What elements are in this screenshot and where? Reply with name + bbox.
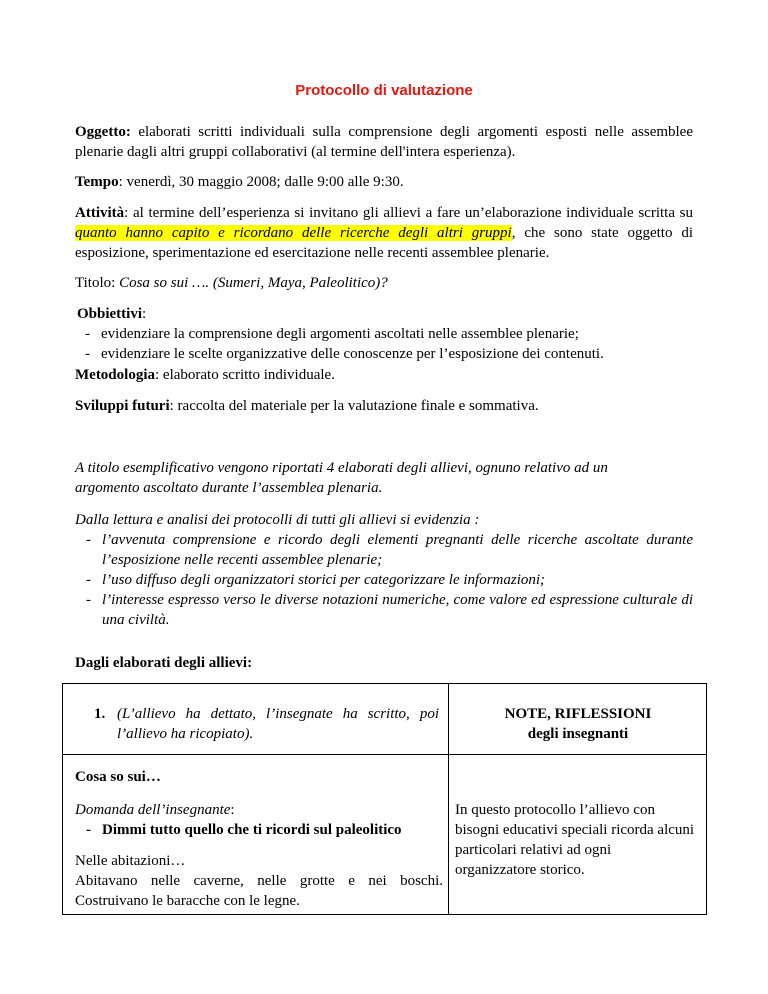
- abitazioni-line1: Nelle abitazioni…: [75, 853, 186, 869]
- obbiettivi-label: Obbiettivi: [77, 306, 143, 322]
- attivita-text-before: : al termine dell’esperienza si invitano gli allievi a fare un’elaborazione individuale scritta su: [124, 205, 693, 221]
- attivita-paragraph: [75, 203, 693, 263]
- metodologia-label: Metodologia: [75, 367, 155, 383]
- sviluppi-paragraph: [75, 396, 693, 416]
- obbiettivi-section: [77, 304, 695, 364]
- sviluppi-label: Sviluppi futuri: [75, 398, 170, 414]
- list-item: - evidenziare le scelte organizzative delle conoscenze per l’esposizione dei contenuti.: [85, 344, 695, 364]
- obbiettivi-colon: :: [142, 306, 147, 322]
- abitazioni-line2: Abitavano nelle caverne, nelle grotte e nei boschi. Costruivano le baracche con le legne.: [75, 873, 443, 909]
- obbiettivi-list: [85, 324, 695, 364]
- cosa-so-heading: [75, 767, 161, 787]
- analysis-list: [86, 530, 693, 630]
- domanda-label: Domanda dell’insegnante: [75, 802, 231, 818]
- analysis-lead: Dalla lettura e analisi dei protocolli di tutti gli allievi si evidenzia :: [75, 512, 480, 528]
- item-number: 1.: [94, 706, 106, 722]
- titolo-text: Cosa so sui …. (Sumeri, Maya, Paleolitico)?: [119, 275, 388, 291]
- notes-header: [449, 704, 707, 744]
- domanda-colon: :: [230, 802, 235, 818]
- titolo-paragraph: [75, 273, 693, 293]
- table-item-header: [94, 704, 439, 744]
- teacher-note: In questo protocollo l’allievo con bisogni educativi speciali ricorda alcuni particolari relativi ad ogni organizzatore storico.: [455, 802, 695, 878]
- list-item: - l’uso diffuso degli organizzatori storici per categorizzare le informazioni;: [86, 570, 693, 590]
- section-heading-text: Dagli elaborati degli allievi:: [75, 655, 253, 671]
- cosa-so-text: Cosa so sui…: [75, 769, 161, 785]
- metodologia-text: : elaborato scritto individuale.: [155, 367, 335, 383]
- metodologia-paragraph: [75, 365, 693, 385]
- abitazioni-block: [75, 851, 443, 911]
- sviluppi-text: : raccolta del materiale per la valutazione finale e sommativa.: [169, 398, 539, 414]
- oggetto-text: elaborati scritti individuali sulla comprensione degli argomenti esposti nelle assemblee plenarie dagli altri gruppi collaborativi (al termine dell'intera esperienza).: [75, 124, 693, 160]
- oggetto-label: Oggetto:: [75, 124, 131, 140]
- table-row-divider: [62, 754, 707, 755]
- analysis-section: [75, 510, 693, 630]
- list-item: - Dimmi tutto quello che ti ricordi sul paleolitico: [86, 820, 440, 840]
- attivita-text-after: , che sono state oggetto di esposizione, sperimentazione ed esercitazione nelle recenti assemblee plenarie.: [75, 225, 693, 261]
- attivita-highlight: quanto hanno capito e ricordano delle ricerche degli altri gruppi: [75, 225, 512, 241]
- item-note: (L’allievo ha dettato, l’insegnate ha scritto, poi l’allievo ha ricopiato).: [117, 706, 439, 742]
- attivita-label: Attività: [75, 205, 125, 221]
- tempo-label: Tempo: [75, 174, 119, 190]
- domanda-block: [75, 800, 440, 840]
- list-item: - evidenziare la comprensione degli argomenti ascoltati nelle assemblee plenarie;: [85, 324, 695, 344]
- notes-header-line2: degli insegnanti: [527, 726, 629, 742]
- oggetto-paragraph: [75, 122, 693, 162]
- intro-paragraph: A titolo esemplificativo vengono riportati 4 elaborati degli allievi, ognuno relativo ad un argomento ascoltato durante l’assemblea plenaria.: [75, 460, 608, 496]
- document-title: Protocollo di valutazione: [295, 82, 473, 99]
- section-heading: [75, 653, 693, 673]
- list-item: - l’interesse espresso verso le diverse notazioni numeriche, come valore ed espressione culturale di una civiltà.: [86, 590, 693, 630]
- tempo-paragraph: [75, 172, 693, 192]
- tempo-text: : venerdì, 30 maggio 2008; dalle 9:00 alle 9:30.: [118, 174, 404, 190]
- notes-header-line1: NOTE, RIFLESSIONI: [504, 706, 652, 722]
- titolo-label: Titolo:: [75, 275, 120, 291]
- domanda-list: [86, 820, 440, 840]
- list-item: - l’avvenuta comprensione e ricordo degli elementi pregnanti delle ricerche ascoltate durante l’esposizione nelle recenti assemblee plenarie;: [86, 530, 693, 570]
